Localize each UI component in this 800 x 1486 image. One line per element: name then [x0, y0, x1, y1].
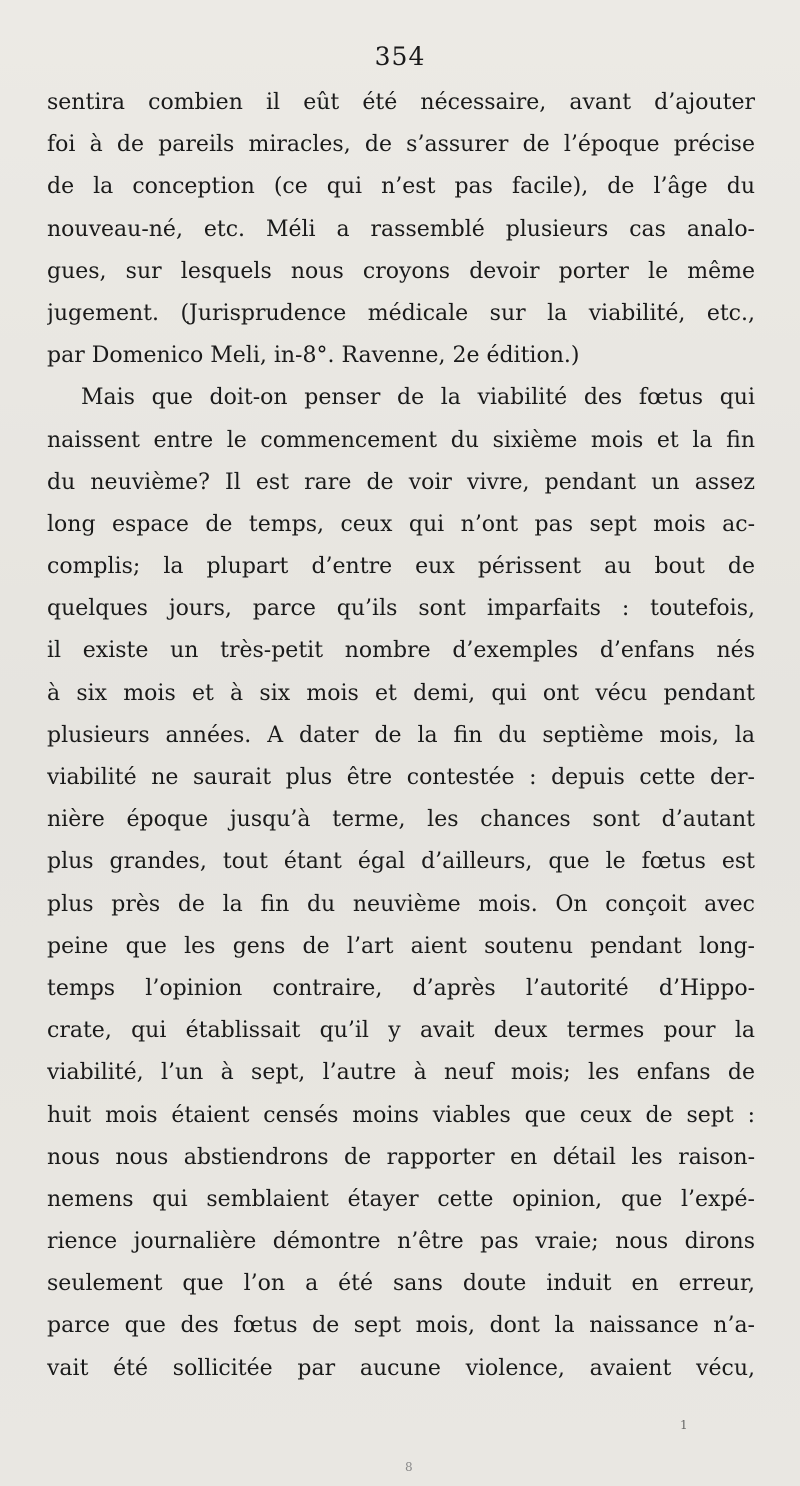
text-line: viabilité, l’un à sept, l’autre à neuf mois; les enfans de: [47, 1060, 755, 1086]
text-line: crate, qui établissait qu’il y avait deux termes pour la: [47, 1018, 755, 1044]
text-line: parce que des fœtus de sept mois, dont la naissance n’a-: [47, 1313, 755, 1339]
text-line: temps l’opinion contraire, d’après l’autorité d’Hippo-: [47, 975, 755, 1001]
text-line: long espace de temps, ceux qui n’ont pas sept mois ac-: [47, 511, 755, 537]
text-line: nemens qui semblaient étayer cette opinion, que l’expé-: [47, 1186, 755, 1212]
text-line: viabilité ne saurait plus être contestée : depuis cette der-: [47, 765, 755, 790]
text-line: gues, sur lesquels nous croyons devoir porter le même: [47, 258, 755, 284]
text-line: à six mois et à six mois et demi, qui ont vécu pendant: [47, 680, 755, 706]
text-line: du neuvième? Il est rare de voir vivre, pendant un assez: [47, 469, 755, 495]
page-number: 354: [374, 42, 426, 71]
text-line: nous nous abstiendrons de rapporter en détail les raison-: [47, 1144, 755, 1170]
text-line: quelques jours, parce qu’ils sont imparfaits : toutefois,: [47, 596, 755, 622]
text-line: par Domenico Meli, in-8°. Ravenne, 2e édition.): [47, 343, 580, 369]
text-line: sentira combien il eût été nécessaire, avant d’ajouter: [47, 90, 755, 115]
text-line: peine que les gens de l’art aient soutenu pendant long-: [47, 933, 755, 959]
text-line: plus grandes, tout étant égal d’ailleurs, que le fœtus est: [47, 849, 755, 875]
text-line: vait été sollicitée par aucune violence, avaient vécu,: [47, 1355, 755, 1381]
body-text: [47, 82, 755, 1390]
text-line: jugement. (Jurisprudence médicale sur la viabilité, etc.,: [47, 300, 755, 326]
text-line: de la conception (ce qui n’est pas facile), de l’âge du: [47, 174, 755, 200]
text-line: nouveau-né, etc. Méli a rassemblé plusieurs cas analo-: [47, 216, 755, 242]
footer-mark-secondary: 8: [405, 1460, 413, 1474]
text-line: nière époque jusqu’à terme, les chances sont d’autant: [47, 807, 755, 833]
text-line: complis; la plupart d’entre eux périssent au bout de: [47, 554, 755, 580]
text-line: Mais que doit-on penser de la viabilité des fœtus qui: [81, 385, 755, 411]
text-line: huit mois étaient censés moins viables que ceux de sept :: [47, 1102, 755, 1128]
text-line: il existe un très-petit nombre d’exemples d’enfans nés: [47, 638, 755, 664]
footer-mark: 1: [680, 1418, 688, 1432]
text-line: plusieurs années. A dater de la fin du septième mois, la: [47, 722, 755, 748]
text-line: rience journalière démontre n’être pas vraie; nous dirons: [47, 1229, 755, 1255]
text-line: foi à de pareils miracles, de s’assurer de l’époque précise: [47, 132, 755, 158]
text-line: naissent entre le commencement du sixième mois et la fin: [47, 427, 755, 453]
text-line: seulement que l’on a été sans doute induit en erreur,: [47, 1271, 755, 1297]
text-line: plus près de la fin du neuvième mois. On conçoit avec: [47, 891, 755, 917]
